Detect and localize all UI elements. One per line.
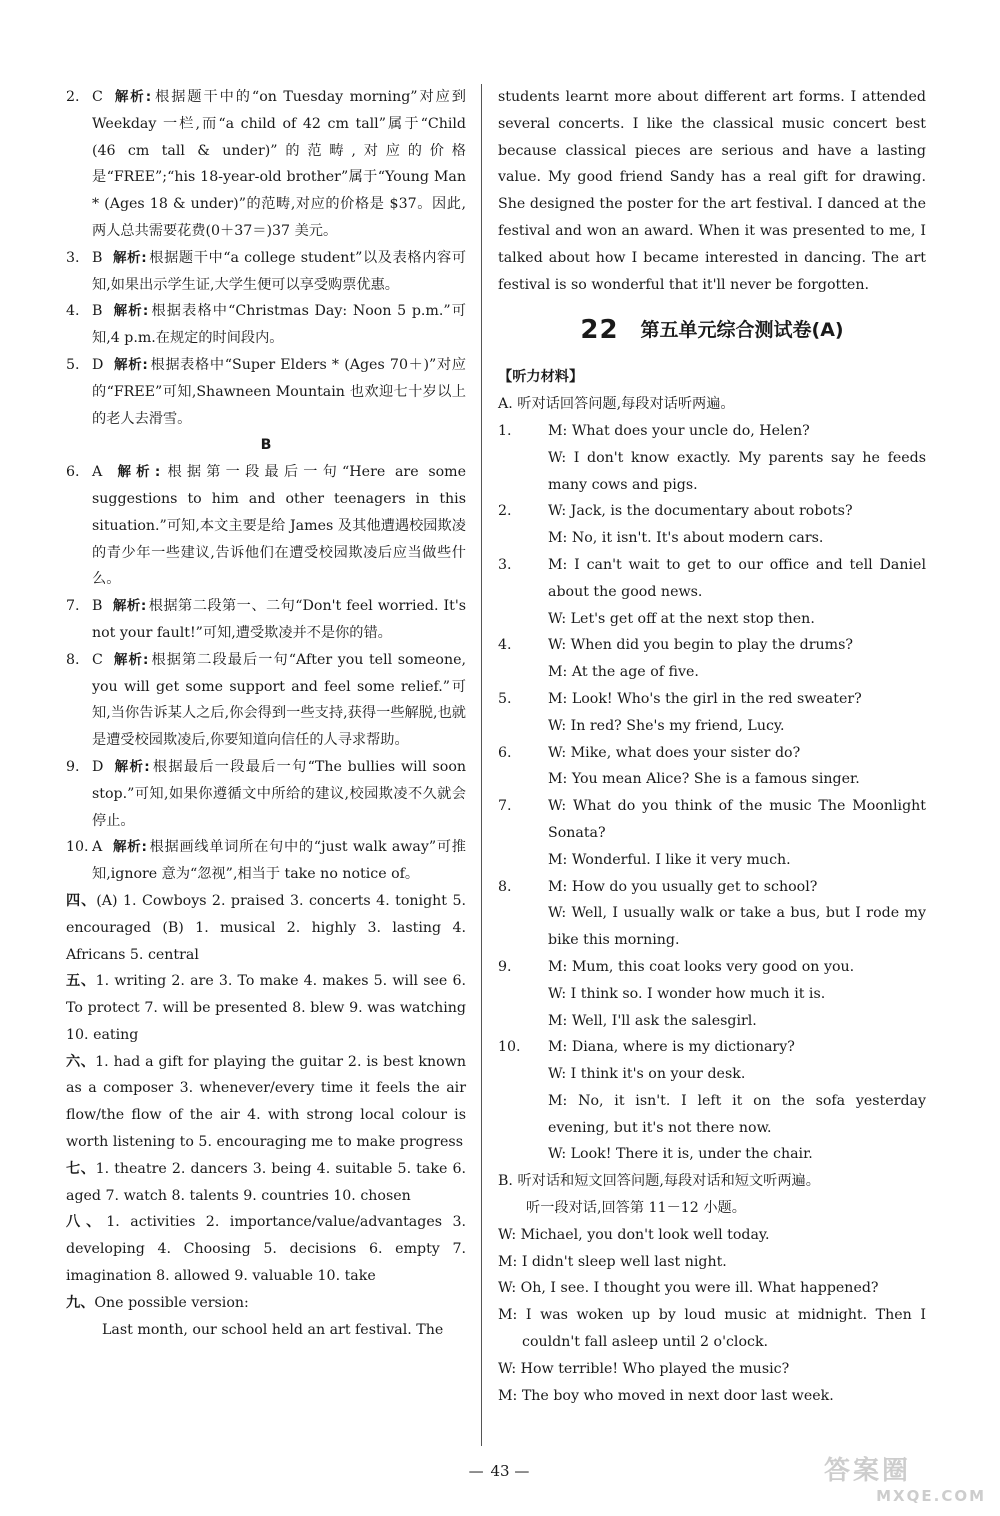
analysis-label: 解析: [112,303,149,320]
analysis-text: 根据表格中“Christmas Day: Noon 5 p.m.”可知,4 p.m.在规定的时间段内。 [92,303,466,347]
analysis-text: 根据画线单词所在句中的“just walk away”可推知,ignore 意为“忽视”,相当于 take no notice of。 [92,839,466,883]
dialogue-line [498,659,926,686]
part-a-instruction: A. 听对话回答问题,每段对话听两遍。 [498,396,735,413]
answer-letter: C [92,89,103,105]
dialogue-text: W: I think it's on your desk. [548,1066,746,1083]
dialogue-text: W: Mike, what does your sister do? [548,744,801,761]
dialogue-text: W: Jack, is the documentary about robots? [548,503,853,520]
dialogue-line [498,900,926,954]
dialogue-number: 4. [498,637,512,654]
answer-letter: D [92,758,104,775]
analysis-text: 根据题干中“a college student”以及表格内容可知,如果出示学生证,大学生便可以享受购票优惠。 [92,249,467,293]
analysis-text: 根据题干中的“on Tuesday morning”对应到 Weekday 一栏,而“a child of 42 cm tall”属于“Child (46 cm tall & under)”的范畴,对应的价格是“FREE”;“his 18-year-old brother”属于“Young Man * (Ages 18 & under)”的范畴,对应的价格是 $37。因此,两人总共需要花费(0＋37＝)37 美元。 [92,89,466,239]
essay-continuation: students learnt more about different art forms. I attended several concerts. I like the classical music concert best because classical pieces are serious and have a lasting value. My good friend Sandy has a real gift for drawing. She designed the poster for the art festival. I danced at the festival and won an award. When it was presented to me, I talked about how I became interested in dancing. The art festival is so wonderful that it'll never be forgotten. [498,89,926,293]
dialogue-number: 8. [498,878,512,895]
dialogue-line [498,1088,926,1142]
section-number: 七、 [66,1160,96,1177]
dialogue-line [498,740,926,767]
answer-item [66,298,466,352]
section-number: 五、 [66,973,96,990]
section-answers [66,968,466,1048]
section-answers [66,1290,466,1317]
analysis-text: 根据第二段最后一句“After you tell someone, you will get some support and feel some relief.”可知,当你告诉某人之后,你会得到一些支持,获得一些解脱,也就是遭受校园欺凌后,你要知道向信任的人寻求帮助。 [92,651,466,749]
dialogue-text: W: Look! There it is, under the chair. [548,1146,813,1163]
dialogue-line [498,632,926,659]
item-number: 7. [66,598,80,615]
answer-item [66,352,466,432]
analysis-label: 解析: [113,356,148,373]
page-number-text: 43 [490,1462,510,1480]
page-number: — 43 — [468,1462,532,1480]
analysis-label: 解析: [112,89,152,105]
section-number: 六、 [66,1053,96,1070]
watermark-logo [824,1450,994,1510]
dialogue-line [498,686,926,713]
dialogue-b-line: M: I didn't sleep well last night. [498,1253,727,1270]
dialogue-line [498,981,926,1008]
dialogue-text: M: Well, I'll ask the salesgirl. [548,1012,757,1029]
dialogue-number: 7. [498,798,512,815]
dialogue-text: M: What does your uncle do, Helen? [548,422,810,439]
dialogue-text: W: Well, I usually walk or take a bus, but I rode my bike this morning. [548,905,926,949]
section-number: 九、 [66,1294,95,1311]
dialogue-line [498,766,926,793]
dialogue-line [498,606,926,633]
dialogue-text: W: When did you begin to play the drums? [548,637,854,654]
column-divider [481,84,482,1446]
dialogue-text: W: I think so. I wonder how much it is. [548,985,826,1002]
section-text: 1. activities 2. importance/value/advantages 3. developing 4. Choosing 5. decisions 6. empty 7. imagination 8. allowed 9. valuable 10. take [66,1214,466,1285]
dialogue-number: 6. [498,744,512,761]
dialogue-text: W: I don't know exactly. My parents say he feeds many cows and pigs. [548,449,926,493]
item-number: 3. [66,249,80,266]
analysis-label: 解析: [113,758,150,775]
dialogue-text: W: Let's get off at the next stop then. [548,610,815,627]
answer-item [66,834,466,888]
dialogue-number: 3. [498,556,512,573]
analysis-label: 解析: [112,464,161,481]
answer-item [66,459,466,593]
dialogue-line [498,1008,926,1035]
part-b-sub-instruction: 听一段对话,回答第 11－12 小题。 [526,1200,746,1217]
item-number: 6. [66,464,80,481]
dialogue-b-line: M: The boy who moved in next door last week. [498,1387,834,1404]
dialogue-text: M: At the age of five. [548,664,699,681]
dialogue-line [498,1141,926,1168]
unit-title [498,298,926,362]
section-answers [66,888,466,968]
dialogue-text: W: What do you think of the music The Moonlight Sonata? [548,798,926,841]
dialogue-b-line: W: Michael, you don't look well today. [498,1226,770,1243]
left-column [66,84,466,1343]
answer-item [66,245,466,299]
dialogue-line [498,793,926,847]
analysis-text: 根据表格中“Super Elders * (Ages 70＋)”对应的“FREE”可知,Shawneen Mountain 也欢迎七十岁以上的老人去滑雪。 [92,356,466,427]
dialogue-b-line: M: I was woken up by loud music at midnight. Then I couldn't fall asleep until 2 o'clock. [498,1307,926,1351]
section-number: 四、 [66,892,97,909]
dialogue-text: M: Mum, this coat looks very good on you. [548,958,855,975]
dialogue-line [498,713,926,740]
answer-item [66,593,466,647]
dialogue-text: M: No, it isn't. I left it on the sofa yesterday evening, but it's not there now. [548,1092,926,1136]
dialogue-line [498,874,926,901]
dialogue-line [498,847,926,874]
dialogue-number: 9. [498,958,512,975]
section-answers [66,1049,466,1156]
item-number: 2. [66,89,80,105]
watermark-top: 答案圈 [824,1456,912,1486]
section-answers [66,1209,466,1289]
unit-title-text: 第五单元综合测试卷(A) [640,318,844,341]
section-text: 1. had a gift for playing the guitar 2. is best known as a composer 3. whenever/every time it feels the air flow/the flow of the air 4. with strong local colour is worth listening to 5. encouraging me to make progress [66,1053,466,1151]
section-text: (A) 1. Cowboys 2. praised 3. concerts 4. tonight 5. encouraged (B) 1. musical 2. highly 3. lasting 4. Africans 5. central [66,892,466,963]
dialogue-text: M: I can't wait to get to our office and tell Daniel about the good news. [548,556,926,600]
dialogue-line [498,552,926,606]
item-number: 10. [66,839,89,856]
dialogue-number: 1. [498,422,512,439]
section-text: 1. writing 2. are 3. To make 4. makes 5. will see 6. To protect 7. will be presented 8. blew 9. was watching 10. eating [66,973,466,1043]
dialogue-line [498,1034,926,1061]
analysis-text: 根据第二段第一、二句“Don't feel worried. It's not your fault!”可知,遭受欺凌并不是你的错。 [92,598,466,641]
dialogue-text: M: Look! Who's the girl in the red sweater? [548,690,862,707]
dialogue-text: W: In red? She's my friend, Lucy. [548,717,785,734]
item-number: 5. [66,356,80,373]
dialogue-line [498,498,926,525]
section-text: One possible version: [94,1294,249,1311]
watermark-bottom: MXQE.COM [876,1487,986,1505]
analysis-text: 根据最后一段最后一句“The bullies will soon stop.”可知,如果你遵循文中所给的建议,校园欺凌不久就会停止。 [92,758,466,829]
item-number: 4. [66,303,80,320]
section-text: 1. theatre 2. dancers 3. being 4. suitable 5. take 6. aged 7. watch 8. talents 9. countries 10. chosen [66,1160,466,1204]
answer-letter: D [92,356,104,373]
answer-letter: B [92,303,103,320]
dialogue-line [498,445,926,499]
analysis-label: 解析: [112,651,149,668]
dialogue-number: 2. [498,503,512,520]
listening-header: 【听力材料】 [498,369,584,386]
analysis-label: 解析: [112,839,147,856]
item-number: 8. [66,651,80,668]
answer-item [66,647,466,754]
dialogue-line [498,1061,926,1088]
dialogue-b-line: W: Oh, I see. I thought you were ill. What happened? [498,1280,879,1297]
section-number: 八、 [66,1214,107,1231]
analysis-text: 根据第一段最后一句“Here are some suggestions to him and other teenagers in this situation.”可知,本文主要是给 James 及其他遭遇校园欺凌的青少年一些建议,告诉他们在遭受校园欺凌后应当做些什么。 [92,464,466,588]
dialogue-text: M: You mean Alice? She is a famous singer. [548,771,860,788]
answer-letter: B [92,598,103,615]
right-column [498,84,926,1409]
dialogue-line [498,418,926,445]
essay-start: Last month, our school held an art festival. The [102,1321,444,1338]
dialogue-number: 5. [498,690,512,707]
dialogue-line [498,954,926,981]
answer-letter: A [92,839,103,856]
unit-number: 22 [580,314,619,345]
dialogue-number: 10. [498,1039,521,1056]
dialogue-text: M: Wonderful. I like it very much. [548,851,791,868]
section-b-heading: B [260,437,272,454]
answer-letter: C [92,651,103,668]
dialogue-text: M: How do you usually get to school? [548,878,818,895]
dialogue-line [498,525,926,552]
dialogue-text: M: No, it isn't. It's about modern cars. [548,530,824,547]
dialogue-b-line: W: How terrible! Who played the music? [498,1360,790,1377]
section-answers [66,1156,466,1210]
answer-letter: B [92,249,103,266]
answer-item [66,754,466,834]
analysis-label: 解析: [112,249,147,266]
item-number: 9. [66,758,80,775]
dialogue-text: M: Diana, where is my dictionary? [548,1039,795,1056]
analysis-label: 解析: [112,598,147,615]
part-b-instruction: B. 听对话和短文回答问题,每段对话和短文听两遍。 [498,1173,820,1190]
answer-letter: A [92,464,103,481]
answer-item [66,84,466,245]
